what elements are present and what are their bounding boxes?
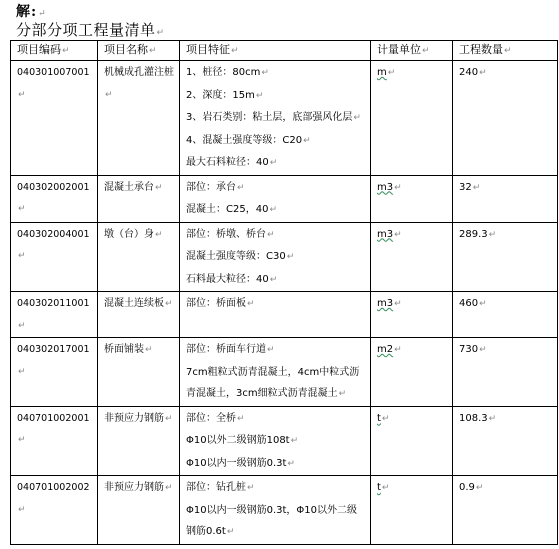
paragraph-mark-icon: ↵ (303, 135, 311, 146)
page-title-text: 分部分项工程量清单 (16, 21, 156, 39)
feature-line: 混凝土强度等级：C30↵ (186, 251, 295, 262)
item-features-cell (180, 222, 371, 292)
paragraph-mark-icon: ↵ (479, 345, 487, 355)
answer-label (16, 1, 47, 21)
feature-line: Φ10以内一级钢筋0.3t↵ (186, 457, 295, 469)
paragraph-mark-icon: ↵ (394, 182, 402, 193)
paragraph-mark-icon: ↵ (394, 299, 402, 309)
paragraph-mark-icon: ↵ (269, 158, 278, 168)
feature-line: 1、桩径：80cm↵ (186, 67, 269, 78)
item-name-cell: 混凝土连续板↵ (98, 292, 180, 338)
paragraph-mark-icon: ↵ (504, 46, 512, 56)
paragraph-mark-icon: ↵ (338, 389, 347, 399)
paragraph-mark-icon: ↵ (488, 229, 497, 240)
paragraph-mark-icon: ↵ (287, 458, 295, 469)
feature-line: 最大石料粒径：40↵ (186, 157, 278, 168)
paragraph-mark-icon: ↵ (18, 320, 26, 331)
item-name-cell: 混凝土承台↵ (98, 175, 180, 222)
feature-line: 部位：桥面车行道↵ (186, 344, 275, 355)
paragraph-mark-icon: ↵ (353, 113, 361, 123)
item-name-cell: 墩（台）身↵ (98, 222, 180, 292)
feature-line: 部位：全桥↵ (186, 412, 245, 424)
answer-label-text: 解: (16, 4, 38, 20)
paragraph-mark-icon: ↵ (247, 299, 255, 309)
bill-of-quantities-table (10, 40, 558, 545)
paragraph-mark-icon: ↵ (38, 9, 47, 19)
feature-line: 部位：桥面板↵ (186, 298, 255, 309)
header-code: 项目编码↵ (11, 41, 98, 61)
unit-cell: m3↵ (371, 175, 453, 222)
item-features-cell (180, 292, 371, 338)
item-name-cell: 非预应力钢筋↵ (98, 476, 180, 545)
table-row (11, 338, 558, 407)
quantity-cell: 240↵ (453, 61, 558, 176)
paragraph-mark-icon: ↵ (267, 229, 275, 240)
paragraph-mark-icon: ↵ (267, 345, 275, 355)
paragraph-mark-icon: ↵ (156, 28, 165, 38)
paragraph-mark-icon: ↵ (155, 182, 163, 193)
item-features-cell (180, 476, 371, 545)
header-quantity: 工程数量↵ (453, 41, 558, 61)
paragraph-mark-icon: ↵ (422, 46, 430, 56)
paragraph-mark-icon: ↵ (488, 413, 497, 424)
paragraph-mark-icon: ↵ (149, 46, 157, 56)
feature-line: Φ10以外二级钢筋108t↵ (186, 435, 299, 446)
feature-line: 2、深度：15m↵ (186, 89, 264, 101)
table-row (11, 292, 558, 338)
quantity-cell: 289.3↵ (453, 222, 558, 292)
item-code-cell: 040302004001↵ (11, 222, 98, 292)
table-row (11, 476, 558, 545)
paragraph-mark-icon: ↵ (479, 299, 487, 309)
quantity-cell: 32↵ (453, 175, 558, 222)
item-code-cell: 040302017001↵ (11, 338, 98, 407)
unit-cell: t↵ (371, 476, 453, 545)
paragraph-mark-icon: ↵ (165, 413, 173, 424)
paragraph-mark-icon: ↵ (18, 366, 26, 377)
paragraph-mark-icon: ↵ (381, 483, 390, 493)
item-features-cell (180, 175, 371, 222)
paragraph-mark-icon: ↵ (62, 46, 70, 56)
header-features: 项目特征↵ (180, 41, 371, 61)
quantity-cell: 460↵ (453, 292, 558, 338)
feature-line: 石料最大粒径：40↵ (186, 273, 278, 285)
item-name-cell: 桥面铺装↵ (98, 338, 180, 407)
quantity-cell: 730↵ (453, 338, 558, 407)
paragraph-mark-icon: ↵ (18, 251, 26, 261)
paragraph-mark-icon: ↵ (269, 274, 278, 285)
unit-cell: m3↵ (371, 222, 453, 292)
feature-line: 4、混凝土强度等级：C20↵ (186, 134, 311, 146)
feature-line: 部位：承台↵ (186, 181, 245, 193)
header-unit: 计量单位↵ (371, 41, 453, 61)
item-features-cell (180, 61, 371, 176)
paragraph-mark-icon: ↵ (290, 436, 299, 446)
unit-cell: m↵ (371, 61, 453, 176)
table-row (11, 222, 558, 292)
paragraph-mark-icon: ↵ (18, 504, 26, 515)
paragraph-mark-icon: ↵ (255, 90, 264, 101)
paragraph-mark-icon: ↵ (475, 483, 484, 493)
table-row (11, 175, 558, 222)
paragraph-mark-icon: ↵ (237, 413, 245, 424)
paragraph-mark-icon: ↵ (472, 182, 481, 193)
paragraph-mark-icon: ↵ (286, 252, 295, 262)
paragraph-mark-icon: ↵ (247, 483, 255, 493)
paragraph-mark-icon: ↵ (237, 182, 245, 193)
paragraph-mark-icon: ↵ (261, 68, 269, 78)
header-name: 项目名称↵ (98, 41, 180, 61)
item-code-cell: 040701002001↵ (11, 406, 98, 476)
paragraph-mark-icon: ↵ (18, 204, 26, 214)
paragraph-mark-icon: ↵ (269, 205, 277, 215)
item-code-cell: 040301007001↵ (11, 61, 98, 176)
item-name-cell: 机械成孔灌注桩↵ (98, 61, 180, 176)
feature-line: 7cm粗粒式沥青混凝土，4cm中粒式沥青混凝土，3cm细粒式沥青混凝土↵ (186, 366, 360, 399)
paragraph-mark-icon: ↵ (394, 229, 402, 240)
item-code-cell: 040302002001↵ (11, 175, 98, 222)
unit-cell: t↵ (371, 406, 453, 476)
paragraph-mark-icon: ↵ (394, 345, 402, 355)
unit-cell: m2↵ (371, 338, 453, 407)
table-row (11, 61, 558, 176)
page-title (16, 19, 165, 40)
unit-cell: m3↵ (371, 292, 453, 338)
feature-line: 部位：钻孔桩↵ (186, 482, 255, 493)
paragraph-mark-icon: ↵ (165, 299, 173, 309)
paragraph-mark-icon: ↵ (387, 68, 396, 78)
paragraph-mark-icon: ↵ (226, 527, 235, 537)
table-row (11, 406, 558, 476)
feature-line: Φ10以内一级钢筋0.3t，Φ10以外二级钢筋0.6t↵ (186, 504, 358, 537)
item-code-cell: 040302011001↵ (11, 292, 98, 338)
item-name-cell: 非预应力钢筋↵ (98, 406, 180, 476)
quantity-cell: 108.3↵ (453, 406, 558, 476)
paragraph-mark-icon: ↵ (479, 68, 487, 78)
item-code-cell: 040701002002↵ (11, 476, 98, 545)
feature-line: 混凝土：C25，40↵ (186, 204, 277, 215)
paragraph-mark-icon: ↵ (231, 46, 239, 56)
item-features-cell (180, 406, 371, 476)
feature-line: 部位：桥墩、桥台↵ (186, 228, 275, 240)
table-header-row (11, 41, 558, 61)
feature-line: 3、岩石类别：粘土层，底部强风化层↵ (186, 112, 361, 123)
paragraph-mark-icon: ↵ (105, 89, 113, 100)
paragraph-mark-icon: ↵ (145, 345, 153, 355)
paragraph-mark-icon: ↵ (381, 413, 390, 424)
item-features-cell (180, 338, 371, 407)
paragraph-mark-icon: ↵ (18, 435, 26, 445)
paragraph-mark-icon: ↵ (165, 483, 173, 493)
paragraph-mark-icon: ↵ (155, 229, 163, 240)
quantity-cell: 0.9↵ (453, 476, 558, 545)
paragraph-mark-icon: ↵ (18, 89, 26, 100)
